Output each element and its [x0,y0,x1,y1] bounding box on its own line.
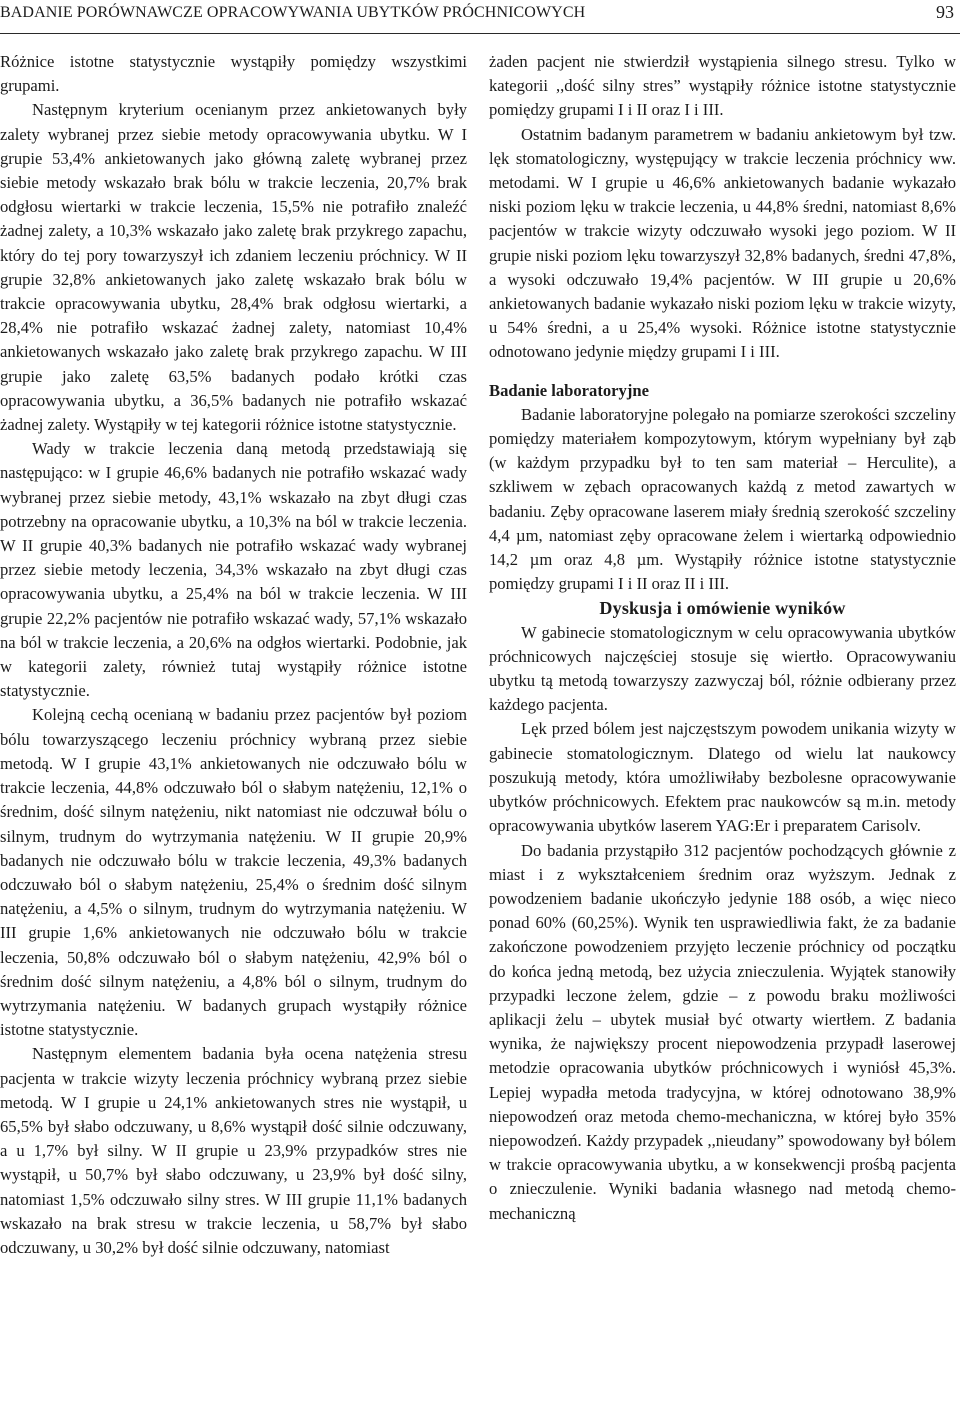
paragraph: Kolejną cechą ocenianą w badaniu przez pacjentów był poziom bólu towarzyszącego leczeniu próchnicy wybraną przez siebie metodą. W I grupie 43,1% ankietowanych nie odczuwało bólu w trakcie leczenia, 44,8% odczuwało ból o słabym natężeniu, 12,1% o średnim, dość silnym natężeniu, nikt natomiast nie odczuwał bólu o silnym, trudnym do wytrzymania natężeniu. W II grupie 20,9% badanych nie odczuwało bólu w trakcie leczenia, 49,3% badanych odczuwało ból o słabym natężeniu, 25,4% o średnim dość silnym natężeniu, a 4,5% o silnym, trudnym do wytrzymania natężeniu. W III grupie 1,6% ankietowanych nie odczuwało bólu w trakcie leczenia, 50,8% odczuwało ból o słabym natężeniu, 42,9% ból o średnim dość silnym natężeniu, a 4,8% ból o silnym, trudnym do wytrzymania natężeniu. W badanych grupach wystąpiły różnice istotne statystycznie. [0,705,467,1040]
paragraph: Następnym elementem badania była ocena natężenia stresu pacjenta w trakcie wizyty leczenia próchnicy wybraną przez siebie metodą. W I grupie u 24,1% ankietowanych stres nie wystąpił, u 65,5% był słabo odczuwany, u 8,6% wystąpił dość silnie odczuwany, a u 1,7% był silny. W II grupie u 23,9% przypadków stres nie wystąpił, u 50,7% był słabo odczuwany, u 23,9% był dość silny, natomiast 1,5% odczuwało silny stres. W III grupie 11,1% badanych wskazało na brak stresu w trakcie leczenia, u 58,7% był słabo odczuwany, u 30,2% był dość silnie odczuwany, natomiast [0,1044,467,1257]
paragraph: Lęk przed bólem jest najczęstszym powodem unikania wizyty w gabinecie stomatologicznym. Dlatego od wielu lat naukowcy poszukują metody, która umożliwiłaby bezbolesne opracowywanie ubytków próchnicowych. Efektem prac naukowców są m.in. metody opracowywania ubytków laserem YAG:Er i preparatem Carisolv. [489,719,956,836]
page-number: 93 [936,2,954,22]
paragraph: żaden pacjent nie stwierdził wystąpienia silnego stresu. Tylko w kategorii ,,dość silny stres” wystąpiły różnice istotne statystycznie pomiędzy grupami I i II oraz I i III. [489,52,956,120]
paragraph: Różnice istotne statystycznie wystąpiły pomiędzy wszystkimi grupami. [0,52,467,96]
section-heading-discussion: Dyskusja i omówienie wyników [599,598,846,619]
paragraph: Następnym kryterium ocenianym przez ankietowanych były zalety wybranej przez siebie metody opracowywania ubytku. W I grupie 53,4% ankietowanych jako główną zaletę wybranej przez siebie metody wskazało brak bólu w trakcie leczenia, 20,7% brak odgłosu wiertarki w trakcie leczenia, 15,5% nie potrafiło znaleźć żadnej zalety, a 10,3% wskazało jako zaletę brak przykrego zapachu, który do tej pory towarzyszył ich zdaniem leczeniu próchnicy. W II grupie 32,8% ankietowanych jako zaletę wskazało brak bólu w trakcie opracowywania ubytku, 28,4% brak odgłosu wiertarki, a 28,4% nie potrafiło wskazać żadnej zalety, natomiast 10,4% ankietowanych wskazało jako zaletę brak przykrego zapachu. W III grupie jako zaletę 63,5% badanych podało krótki czas opracowywania ubytku, a 36,5% badanych nie potrafiło wskazać żadnej zalety. Wystąpiły w tej kategorii różnice istotne statystycznie. [0,100,467,435]
running-head: BADANIE PORÓWNAWCZE OPRACOWYWANIA UBYTKÓW PRÓCHNICOWYCH [0,4,586,21]
section-heading-lab: Badanie laboratoryjne [489,380,649,400]
paragraph: Wady w trakcie leczenia daną metodą przedstawiają się następująco: w I grupie 46,6% badanych nie potrafiło wskazać wady wybranej przez siebie metody, 43,1% wskazało na zbyt długi czas potrzebny na opracowanie ubytku, a 10,3% na ból w trakcie leczenia. W II grupie 40,3% badanych nie potrafiło wskazać wady wybranej przez siebie metody leczenia, 34,3% wskazało na zbyt długi czas opracowywania ubytku, a 25,4% na ból w trakcie leczenia. W III grupie 22,2% pacjentów nie potrafiło wskazać wady, 57,1% wskazało na ból w trakcie leczenia, a 20,6% na odgłos wiertarki. Podobnie, jak w kategorii zalety, również tutaj wystąpiły różnice istotne statystycznie. [0,439,467,701]
paragraph: Badanie laboratoryjne polegało na pomiarze szerokości szczeliny pomiędzy materiałem kompozytowym, którym wypełniany był ząb (w każdym przypadku był to ten sam materiał – Herculite), a szkliwem w zębach opracowanych każdą z metod zawartych w badaniu. Zęby opracowane laserem miały średnią szerokość szczeliny 4,4 µm, natomiast zęby opracowane żelem i wiertarką odpowiednio 14,2 µm oraz 4,8 µm. Wystąpiły różnice istotne statystycznie pomiędzy grupami I i II oraz II i III. [489,404,956,594]
right-column [489,50,956,1226]
paragraph: Ostatnim badanym parametrem w badaniu ankietowym był tzw. lęk stomatologiczny, występujący w trakcie leczenia próchnicy ww. metodami. W I grupie u 46,6% ankietowanych badanie wykazało niski poziom lęku w trakcie leczenia, u 44,8% średni, natomiast 8,6% pacjentów w trakcie wizyty odczuwało wysoki jego poziom. W II grupie niski poziom lęku towarzyszył 32,8% badanych, średni 47,8%, a wysoki odczuwało 19,4% pacjentów. W III grupie u 20,6% ankietowanych badanie wykazało niski poziom lęku w trakcie wizyty, u 54% średni, a u 25,4% wysoki. Różnice istotne statystycznie odnotowano jedynie między grupami I i III. [489,124,956,362]
paragraph: W gabinecie stomatologicznym w celu opracowywania ubytków próchnicowych najczęściej stosuje się wiertło. Opracowywaniu ubytku tą metodą towarzyszy zazwyczaj ból, różnie odbierany przez każdego pacjenta. [489,622,956,715]
paragraph: Do badania przystąpiło 312 pacjentów pochodzących głównie z miast i z wykształceniem średnim oraz wyższym. Jednak z powodzeniem badanie ukończyło jedynie 188 osób, a więc nieco ponad 60% (60,25%). Wynik ten usprawiedliwia fakt, że za badanie zakończone powodzeniem przyjęto leczenie próchnicy od początku do końca jedną metodą, bez użycia znieczulenia. Wyjątek stanowiły przypadki leczone żelem, gdzie – z powodu braku możliwości aplikacji żelu – ubytek musiał być otwarty wiertłem. Z badania wynika, że największy procent niepowodzenia przypadł laserowej metodzie opracowania ubytków próchnicowych i wyniósł 45,3%. Lepiej wypadła metoda tradycyjna, w której odnotowano 38,9% niepowodzeń oraz metoda chemo-mechaniczna, w której było 35% niepowodzeń. Każdy przypadek ,,nieudany” spowodowany był bólem w trakcie opracowywania ubytku, a w konsekwencji prośbą pacjenta o znieczulenie. Wyniki badania własnego nad metodą chemo-mechaniczną [489,840,956,1223]
left-column [0,50,467,1260]
page-header [0,0,960,34]
